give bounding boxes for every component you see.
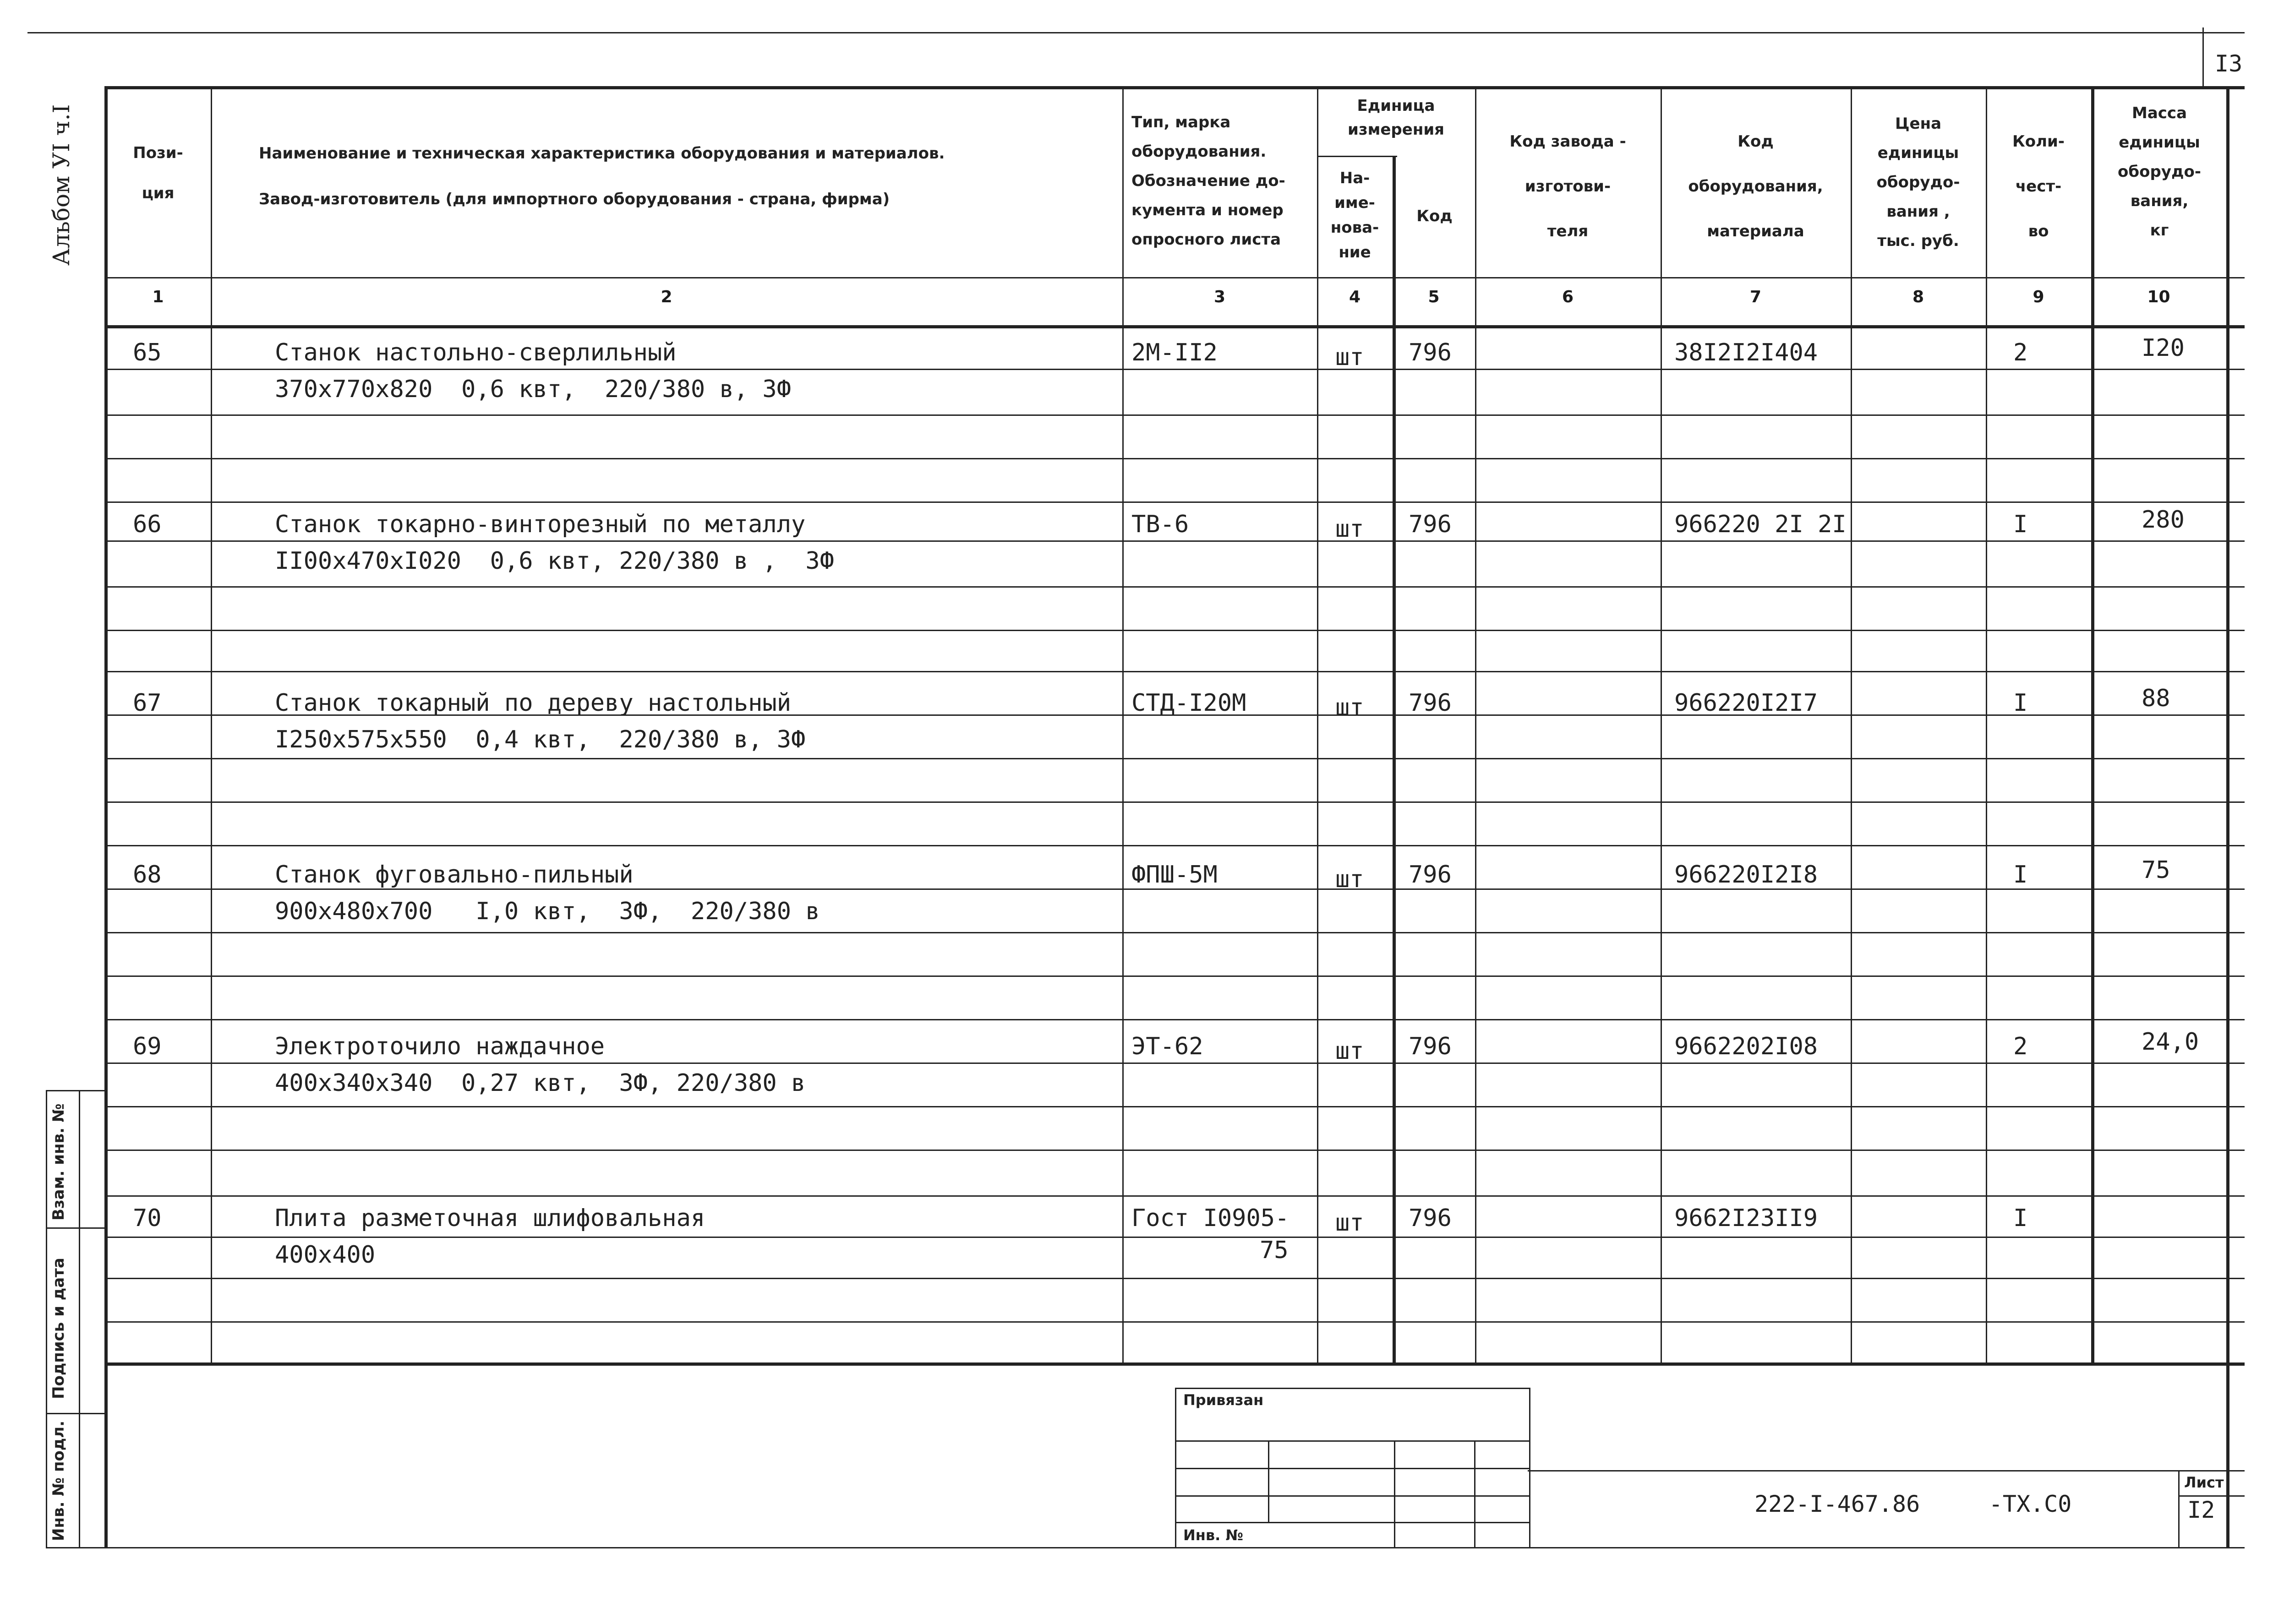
stamp-col-line [1474, 1440, 1475, 1547]
row-unit-name: шт [1335, 343, 1364, 371]
stamp-strip-inner [79, 1090, 80, 1548]
document-code: 222-I-467.86 -ТХ.С0 [1754, 1491, 2072, 1517]
row-type-mark: ФПШ-5М [1131, 861, 1218, 888]
row-equipment-code: 38I2I2I404 [1674, 339, 1818, 366]
table-top-border [104, 86, 2245, 89]
row-line [104, 1106, 2245, 1107]
row-line [104, 932, 2245, 933]
row-line [104, 1321, 2245, 1323]
row-line [104, 801, 2245, 803]
row-position: 69 [133, 1033, 162, 1060]
inventory-number-label: Инв. № [1183, 1526, 1243, 1544]
row-line [104, 975, 2245, 977]
row-quantity: I [2013, 861, 2028, 888]
row-unit-name: шт [1335, 1209, 1364, 1237]
row-unit-name: шт [1335, 694, 1364, 721]
column-number: 7 [1749, 288, 1762, 306]
stamp-strip-divider [46, 1227, 105, 1229]
row-position: 66 [133, 511, 162, 538]
row-line [104, 671, 2245, 672]
right-border [2226, 86, 2229, 1547]
column-number: 4 [1349, 288, 1361, 306]
row-type-mark-cont: 75 [1260, 1237, 1289, 1264]
column-numbers-bottom-border [104, 325, 2245, 328]
header-mass: Масса единицы оборудо- вания, кг [2118, 104, 2201, 240]
row-unit-code: 796 [1409, 861, 1452, 888]
row-type-mark: СТД-I20М [1131, 689, 1246, 717]
column-number: 5 [1428, 288, 1440, 306]
attached-stamp [1175, 1388, 1530, 1548]
stamp-strip-bottom [46, 1547, 105, 1548]
attached-label: Привязан [1183, 1391, 1264, 1409]
row-line [104, 1019, 2245, 1020]
row-mass: 24,0 [2142, 1028, 2199, 1056]
column-number: 1 [152, 288, 164, 306]
row-type-mark: Гост I0905- [1131, 1204, 1289, 1232]
row-line [104, 1195, 2245, 1197]
column-number: 3 [1213, 288, 1226, 306]
row-line [104, 1063, 2245, 1064]
row-line [104, 501, 2245, 503]
row-unit-name: шт [1335, 866, 1364, 893]
row-equipment-code: 966220I2I7 [1674, 689, 1818, 717]
row-unit-name: шт [1335, 1037, 1364, 1065]
row-quantity: I [2013, 1204, 2028, 1232]
row-unit-code: 796 [1409, 511, 1452, 538]
row-mass: 88 [2142, 685, 2170, 712]
row-line [104, 845, 2245, 846]
stamp-col-line [1394, 1440, 1395, 1547]
header-position: Пози- ция [133, 144, 183, 202]
row-unit-code: 796 [1409, 689, 1452, 717]
row-equipment-code: 966220 2I 2I [1674, 511, 1847, 538]
row-equipment-name: Станок фуговально-пильный [275, 861, 634, 888]
row-position: 68 [133, 861, 162, 888]
stamp-strip-top [46, 1090, 105, 1091]
signature-date-label: Подпись и дата [49, 1258, 68, 1399]
header-bottom-border [104, 277, 2245, 278]
column-number: 6 [1562, 288, 1574, 306]
col-divider-1 [211, 86, 212, 1364]
title-block-line [1528, 1470, 2245, 1471]
row-position: 70 [133, 1204, 162, 1232]
row-line [104, 1150, 2245, 1151]
row-unit-name: шт [1335, 515, 1364, 543]
row-unit-code: 796 [1409, 1033, 1452, 1060]
row-equipment-name: Станок настольно-сверлильный [275, 339, 677, 366]
row-quantity: 2 [2013, 339, 2028, 366]
sheet-box-divider [2178, 1470, 2180, 1548]
col-divider-3 [1317, 86, 1318, 1364]
row-quantity: I [2013, 689, 2028, 717]
column-number: 9 [2033, 288, 2044, 306]
replacement-inventory-label: Взам. инв. № [49, 1103, 68, 1221]
col-divider-5 [1475, 86, 1476, 1364]
row-unit-code: 796 [1409, 339, 1452, 366]
column-number: 2 [661, 288, 672, 306]
row-line [104, 414, 2245, 416]
row-mass: 75 [2142, 856, 2170, 884]
row-equipment-name: Станок токарно-винторезный по металлу [275, 511, 806, 538]
page-number-divider [2202, 27, 2204, 87]
column-number: 8 [1912, 288, 1924, 306]
row-specification: 370х770х820 0,6 квт, 220/380 в, 3Ф [275, 376, 792, 403]
col-divider-9 [2091, 86, 2094, 1364]
row-mass: I20 [2142, 334, 2185, 362]
stamp-row-line [1176, 1440, 1529, 1442]
row-mass: 280 [2142, 506, 2185, 534]
table-bottom-border [104, 1362, 2245, 1366]
row-line [104, 758, 2245, 759]
row-line [104, 1237, 2245, 1238]
row-equipment-code: 9662202I08 [1674, 1033, 1818, 1060]
row-specification: II00х470хI020 0,6 квт, 220/380 в , 3Ф [275, 547, 834, 575]
header-price: Цена единицы оборудо- вания , тыс. руб. [1876, 114, 1960, 250]
original-inventory-label: Инв. № подл. [49, 1420, 68, 1541]
stamp-row-line [1176, 1522, 1529, 1523]
row-unit-code: 796 [1409, 1204, 1452, 1232]
row-type-mark: 2М-II2 [1131, 339, 1218, 366]
header-type: Тип, марка оборудования. Обозначение до- кумента и номер опросного листа [1131, 113, 1285, 249]
col-divider-8 [1986, 86, 1987, 1364]
row-quantity: I [2013, 511, 2028, 538]
row-line [104, 458, 2245, 459]
row-specification: 400х340х340 0,27 квт, 3Ф, 220/380 в [275, 1069, 806, 1097]
row-specification: 400х400 [275, 1241, 376, 1269]
col-divider-6 [1661, 86, 1662, 1364]
row-position: 67 [133, 689, 162, 717]
sheet-number: I2 [2187, 1497, 2215, 1523]
column-number: 10 [2147, 288, 2170, 306]
header-factory-code: Код завода - изготови- теля [1509, 132, 1626, 240]
row-type-mark: ЭТ-62 [1131, 1033, 1203, 1060]
header-unit-code: Код [1416, 207, 1453, 225]
row-position: 65 [133, 339, 162, 366]
row-line [104, 1278, 2245, 1279]
row-line [104, 540, 2245, 542]
row-equipment-name: Плита разметочная шлифовальная [275, 1204, 705, 1232]
row-line [104, 586, 2245, 588]
row-line [104, 888, 2245, 890]
row-quantity: 2 [2013, 1033, 2028, 1060]
top-rule [27, 32, 2245, 33]
header-equipment-code: Код оборудования, материала [1688, 132, 1823, 240]
row-specification: 900х480х700 I,0 квт, 3Ф, 220/380 в [275, 898, 820, 925]
stamp-row-line [1176, 1468, 1529, 1469]
col-divider-7 [1851, 86, 1852, 1364]
header-unit-name: На- име- нова- ние [1330, 169, 1379, 262]
stamp-strip-divider [46, 1413, 105, 1414]
stamp-row-line [1176, 1495, 1529, 1497]
page-bottom-border [104, 1547, 2245, 1548]
stamp-col-line [1268, 1440, 1269, 1522]
header-name: Наименование и техническая характеристика оборудования и материалов. Завод-изготовитель (для импортного оборудования - страна, фирма) [259, 144, 945, 208]
sheet-label: Лист [2184, 1474, 2224, 1491]
page-number: I3 [2215, 50, 2243, 77]
col-divider-4 [1393, 156, 1396, 1365]
row-line [104, 630, 2245, 631]
row-type-mark: ТВ-6 [1131, 511, 1189, 538]
row-specification: I250х575х550 0,4 квт, 220/380 в, 3Ф [275, 726, 806, 753]
unit-group-divider [1317, 156, 1397, 157]
row-equipment-name: Станок токарный по дереву настольный [275, 689, 792, 717]
header-quantity: Коли- чест- во [2012, 132, 2065, 240]
row-equipment-code: 9662I23II9 [1674, 1204, 1818, 1232]
header-unit-group: Единица измерения [1348, 97, 1444, 139]
col-divider-2 [1122, 86, 1124, 1364]
stamp-strip-left [46, 1090, 47, 1548]
row-equipment-code: 966220I2I8 [1674, 861, 1818, 888]
album-label: Альбом УI ч.I [48, 104, 75, 266]
row-equipment-name: Электроточило наждачное [275, 1033, 605, 1060]
row-line [104, 369, 2245, 370]
